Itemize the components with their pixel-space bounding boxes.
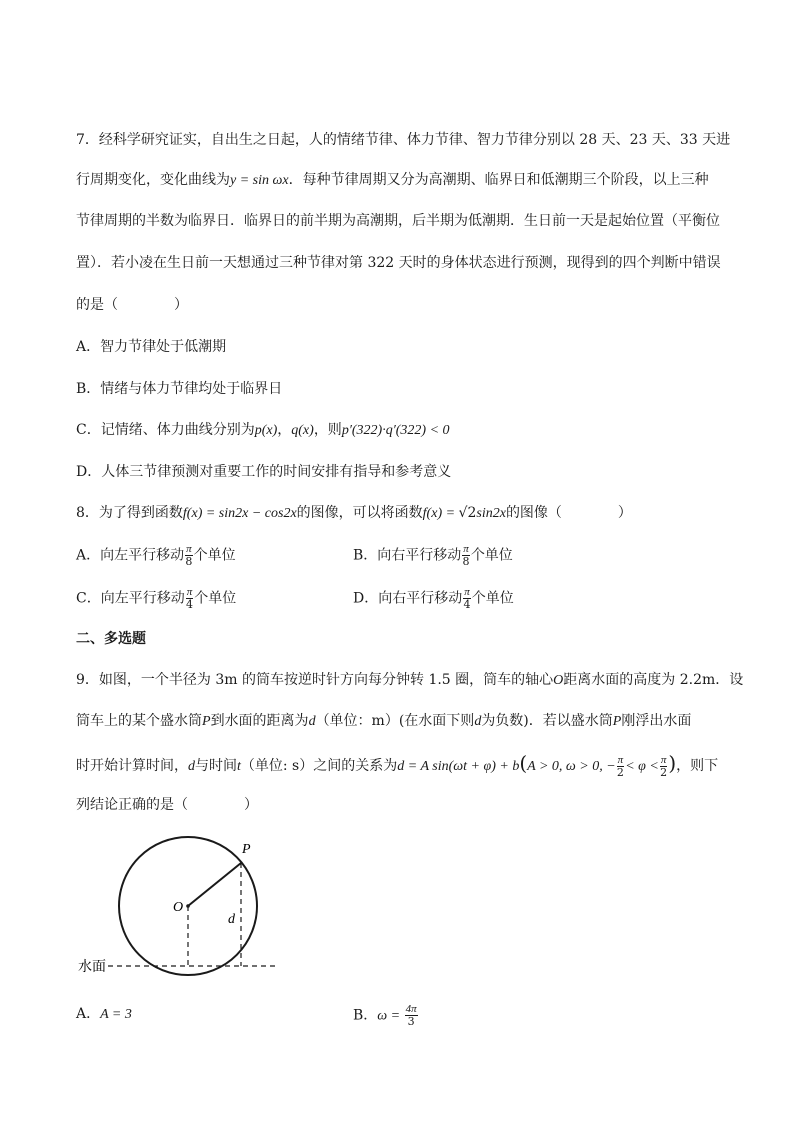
q8-option-b: B．向右平行移动 $\frac{\pi}{8}$ 个单位 xyxy=(353,543,513,568)
label-o: O xyxy=(173,900,184,915)
q9-line1: 9．如图，一个半径为 3m 的筒车按逆时针方向每分钟转 1.5 圈，筒车的轴心O距离水面的高度为 2.2m．设 xyxy=(76,672,744,688)
label-water: 水面 xyxy=(78,960,106,975)
radius-line xyxy=(188,863,241,906)
q7-option-a: A．智力节律处于低潮期 xyxy=(76,339,227,355)
section-heading: 二、多选题 xyxy=(76,631,146,647)
q9-option-a: A．A = 3 xyxy=(76,1006,132,1022)
q7-option-b: B．情绪与体力节律均处于临界日 xyxy=(76,381,283,397)
waterwheel-figure xyxy=(70,835,290,985)
q7-option-c: C．记情绪、体力曲线分别为p(x)，q(x)，则p′(322)·q′(322) < 0 xyxy=(76,422,450,438)
q9-line4: 列结论正确的是（ ） xyxy=(76,797,258,813)
q7-line1: 7．经科学研究证实，自出生之日起，人的情绪节律、体力节律、智力节律分别以 28 天、23 天、33 天进 xyxy=(76,132,731,148)
q7-line2: 行周期变化，变化曲线为y = sin ωx．每种节律周期又分为高潮期、临界日和低潮期三个阶段，以上三种 xyxy=(76,172,709,188)
q8-option-c: C．向左平行移动 $\frac{\pi}{4}$ 个单位 xyxy=(76,586,237,611)
q9-option-b: B．ω = $\frac{4\pi}{3}$ xyxy=(353,1003,417,1028)
q7-line4: 置）．若小凌在生日前一天想通过三种节律对第 322 天时的身体状态进行预测，现得到的四个判断中错误 xyxy=(76,255,721,271)
q7-line3: 节律周期的半数为临界日．临界日的前半期为高潮期，后半期为低潮期．生日前一天是起始位置（平衡位 xyxy=(76,213,720,229)
q8-option-a: A．向左平行移动 $\frac{\pi}{8}$ 个单位 xyxy=(76,543,236,568)
q8-stem: 8．为了得到函数f(x) = sin2x − cos2x的图像，可以将函数f(x) = √2sin2x的图像（ ） xyxy=(76,505,632,521)
label-d: d xyxy=(228,912,235,927)
q8-option-d: D．向右平行移动 $\frac{\pi}{4}$ 个单位 xyxy=(353,586,514,611)
q9-line2: 筒车上的某个盛水筒P到水面的距离为d（单位：m）(在水面下则d为负数)．若以盛水筒P刚浮出水面 xyxy=(76,713,692,729)
q9-line3: 时开始计算时间，d与时间t（单位: s）之间的关系为d = A sin(ωt + φ) + b(A > 0, ω > 0, − $\frac{\pi}{2}$ < φ < $\frac{\pi}{2}$ )，则下 xyxy=(76,751,719,779)
q7-line5: 的是（ ） xyxy=(76,297,188,313)
label-p: P xyxy=(242,842,251,857)
q7-option-d: D．人体三节律预测对重要工作的时间安排有指导和参考意义 xyxy=(76,464,452,480)
q7-formula: y = sin ωx xyxy=(230,173,289,188)
